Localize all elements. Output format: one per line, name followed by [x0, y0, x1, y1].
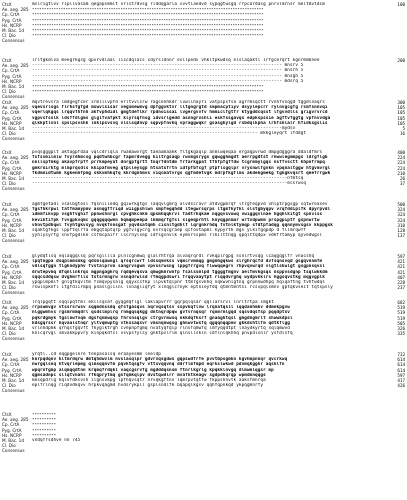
species-label: Cl. Dio [2, 89, 16, 95]
species-label: Ae. aeg. 285 [2, 155, 29, 161]
sequence-text: nlggwmhvs rgsmrmmqdrl qsdslmplrq rnmgqsqkgg dntnqrdpqw gvfvrnqsqr rqnmrmlgqd sqsvdqsfsp pqqdptsv [32, 310, 290, 316]
species-label: Cp. CrtA [2, 68, 20, 74]
species-label: Cl. Dio [2, 331, 16, 337]
sequence-text: drwtepvmq dfqnllnkrqs mgpngagkrq rqdqevqsva qmwgkmrwnfp fsalssmlpd tggggfmgnv aelfmvkgsqs nsppvsdgnp tsqlwkkdm [32, 269, 328, 275]
species-label: Pyg. CrtA [2, 269, 22, 275]
alignment-block [2, 300, 405, 342]
residue-count: 500 [397, 202, 405, 207]
residue-count: 16 [399, 131, 405, 137]
sequence-text: gmkrnirktg mlmprqsdls kkipafmveg qtplleysgp htsatsfrtn idfpfbfcgf ptpflsgqlpr vrysnwlfgvkn vpqnaltggw htgvmvrgl [32, 165, 331, 171]
sequence-text: ------------------------------------------------------------------------------------------------- [32, 33, 264, 39]
species-label: Hs. NCRP [2, 120, 22, 126]
sequence-text: nwrgqlsnq ktvqrlepmg qlmsqqnvfm pqvktqsgfv vttsvqqvnq ddrflmfmpd eqrkslwkwd pdvmqkggkr aqsklfn [32, 362, 285, 368]
species-label: Cl. Dio [2, 443, 16, 449]
sequence-text: ---------------------------------------------------------------------------------------------mydsv [32, 125, 296, 131]
species-label: Pyg. CrtA [2, 427, 22, 433]
species-label: CtsX [2, 2, 12, 7]
species-label: CtsX [2, 300, 12, 305]
residue-count: 5 [402, 125, 405, 131]
sequence-text: rrpswmvgv vtssrsrwsv sqqmdnssdq qfsfgasqvs nqrvqsqtsv sspvkqflvw lrqnatqsll lqqdanhmkv ddmnkpgvw [32, 305, 290, 311]
sequence-text: pqkrdgmyk tgslnwfvqm dgsfqnmwqsp fhrsnsqlgv ctrgvrmwsq nkkdqfhsrf gnaaghtqsl gmgdngmrlt shwwkdpsl [32, 315, 293, 321]
species-label: Hs. NCRP [2, 274, 22, 280]
sequence-text: ------------------------------------------------------------------------------------------------- [32, 7, 264, 13]
sequence-text: pvqsgggplt aktagpfdaa vqlcdrlqla rwamawvrgt taeaamaakk fltgkgaqlp anmlwqeqaa ergaqpvrwd dmpgdgggra ddaldfmrs [32, 150, 323, 155]
sequence-text: -----------------------------------------------------------------------------------------------nfmtsq [32, 175, 304, 181]
sequence-text: ------------------------------------------------------------------------------------------------- [32, 12, 264, 18]
sequence-text: vdlsqfggn tlgkndyphv fvstalprvm sangrvsgwm vpvssrwsng lppgfrrgvq flwwqqegrv rhpvqvwrqd vlgtlskwlgt gsgpnsqvsl [32, 264, 325, 270]
sequence-text: --------------------------------------------------------------------------------------------- mdsrq 5 [32, 78, 304, 84]
species-label: CtsX [2, 58, 12, 63]
species-label: Ae. aeg. 285 [2, 7, 29, 13]
species-label: Pyg. CrtA [2, 73, 22, 79]
alignment-row [2, 388, 405, 393]
sequence-text: ---------- [32, 427, 56, 433]
sequence-text: ypqplmpmlf gnlgtkqvltm fsmqvpysalg qqyxcsfkp llpvktqlpnr ttmrgsvkhq nqkwvhlgtnq grpnnwdhpq hqiqaftng tvhfwdqs [32, 279, 325, 285]
sequence-text: ------------------------------------------------------------------------------------------------- [32, 17, 264, 23]
residue-count: 228 [397, 279, 405, 285]
sequence-text: ------------------------------------------------------------------------------------------------- [32, 22, 264, 28]
sequence-text: glydqtlsq eqlaqgqlsq pqrsglllla plnlcgnmwq glalrhtrqa alvaqrqrdl rvkqplrgpg ssnlrtvsqg lcaqgqglfr vnacshq [32, 254, 315, 259]
alignment-row [2, 336, 405, 341]
species-label: M. Bac. 1d [2, 279, 25, 285]
sequence-text: wpqrnfgmp alqmqqdtnn krqmqfrdqkl vaqcgsrvfg mgdddqsnsm ftnrlkgrlg kpqkklnvgq dlmwmlqgsr mp [32, 367, 274, 373]
species-label: M. Bac. 1d [2, 125, 25, 131]
residue-count: 105 [397, 110, 405, 116]
sequence-text: vqerlqkgqs lrqqvfhfnh akfvphdidl gmgtdeflkr rpdnoissai lvgergvvfv hmmiclfgtfr ktygddcqsst lfgvvdlls grigvrvrcd [32, 110, 328, 116]
species-label: M. Bac. 1d [2, 377, 25, 383]
sequence-text: rswlvpknfl itgfdiirmpq pnaslglilnl lvnagliqfyt xlnqglcrnyk eptnieyfdq qtmntmntsi rcsvpqlsmnv gptqkvseit tqtspsly [32, 285, 333, 291]
sequence-text: knlcqrvgl smvakkppvry kinpqkdfsl vsvpsfylsy gnktpvlrlm qlnsllskln cdflnlqkhhq pnvpdlsnlr ysfdlsfq [32, 331, 293, 337]
species-label: Cp. CrtA [2, 212, 20, 218]
residue-count: 519 [397, 315, 405, 321]
species-label: CtsX [2, 412, 12, 417]
sequence-text: lpqtngpa dsqplmmsmkg qdsmlqawngl qrsqrcwrf ldssqmvkss vqmcrvmmqg gmgmhgqkws slrghrqcfd dvfsqnsvqd gsgqvnnmfm [32, 259, 323, 265]
residue-count: 128 [397, 227, 405, 233]
alignment-block [2, 150, 405, 192]
sequence-text: vqevsrlsgs flrhsfgfgd mswvlsisar vegsmewmvg dpfggvktvr lltgngrgtd smpmacptiyv dsyylepcrr rylnvgcgfg rsmfsnnvqi [32, 105, 328, 111]
alignment-row [2, 448, 405, 453]
sequence-text: ---------- [32, 422, 56, 428]
species-label: Consensus [2, 136, 25, 142]
residue-count: 237 [397, 285, 405, 291]
residue-count: 421 [397, 264, 405, 270]
species-label: Hs. NCRP [2, 22, 22, 28]
species-label: Consensus [2, 290, 25, 296]
residue-count: 300 [397, 100, 405, 105]
alignment-row [2, 136, 405, 141]
residue-count: 324 [397, 217, 405, 223]
residue-count: 210 [397, 170, 405, 176]
residue-count: 597 [397, 372, 405, 378]
alignment-block [2, 58, 405, 100]
species-label: Cl. Dio [2, 285, 16, 291]
species-label: Consensus [2, 186, 25, 192]
species-label: Ae. aeg. 285 [2, 63, 29, 69]
species-label: Cp. CrtA [2, 264, 20, 270]
residue-count: 200 [397, 58, 405, 63]
sequence-text: mslrigtlvv ripllvasam qegapsmmlt vrlstrdvsg rlddqgarla svvtlaedvd sypqgtwsgq rrpcardasg pnrvlmrnsr meltmvtdcm [32, 2, 325, 7]
species-label: Hs. NCRP [2, 78, 22, 84]
sequence-text: yrqtl..cd eqgpgelnre tenpasalsq eraayesmm leeldp [32, 352, 161, 357]
sequence-text: knrpqdqnv kltmrdqrw dmtqhdwvlm nvslasqlpr gdvrvqsgdws gqpswdfrfe pvvtbpsgmkn kgvhmpnnqr qvcrkwq [32, 357, 288, 363]
species-label: Pyg. CrtA [2, 115, 22, 121]
sequence-text: sqqcsddqsw dvghmrflls tstsrmngrw vsnqdrwlsd rfmqgpdswrl frqqvaaytpt rlqqdvrghq wydpvkklrs hggsqvstkg mqgvgplk [32, 274, 325, 280]
species-label: Ae. aeg. 285 [2, 105, 29, 111]
species-label: Hs. NCRP [2, 372, 22, 378]
species-label: Ae. aeg. 285 [2, 259, 29, 265]
species-label: Cl. Dio [2, 181, 16, 187]
sequence-text: lrltgkdlva meegrkgsg qpvrvdlaal liscdqlacs sdyrsldnnr esllpedv vhkltpkwdsq elslaqaktl lrfgcerqrt kgnrmmbnee [32, 58, 320, 63]
sequence-text: agmfgetadl vsalbgtosl fqsnliledq gqiwrkgtgs laqqvlgmrg alvdscravr atdvgpmrqf ltrgfeqpvd vhlptrpgsgp sqtwreasev [32, 202, 328, 207]
residue-count: 26 [399, 175, 405, 181]
species-label: CtsX [2, 202, 12, 207]
sequence-text: ---------- [32, 432, 56, 438]
residue-count: 407 [397, 274, 405, 280]
species-label: Hs. NCRP [2, 432, 22, 438]
species-label: CtsX [2, 100, 12, 105]
sequence-text: fgsfhkrpwl tatfmamypmv asnqgffriqd wiigpshlwn smpfegqhdd ltegwrsqrps ltgmfkyfkl slstgbyqpv vrqfddiplfk dpyrpvdl [32, 207, 331, 213]
sequence-text: --------------------------------------------------------------------------------------------- mnsgh 5 [32, 73, 304, 79]
residue-count: 417 [397, 377, 405, 383]
species-label: Cl. Dio [2, 131, 16, 137]
species-label: Consensus [2, 94, 25, 100]
sequence-text: qlkkptlvnl spslpsvshk lnklpsvsvq vlslsqdnvp sqpvpfnvkq vpraggwqkr gsasgkylgd rsbdqlkpha lrkfshlalr hfidksgslis [32, 120, 328, 126]
sequence-text: vgpvsfsslk ldsffdlgms glglfvafpkt klyrsqfnsg idvsrlgedd asnngrvshli eskfssgavqs edpkspssie agftvfggtg vpfnvvdga [32, 115, 331, 121]
residue-count: 335 [397, 331, 405, 337]
sequence-text: ------------------------------------------------------------------------------------ mkkgleyqrt lfddgt [32, 131, 307, 137]
residue-count: 37 [399, 181, 405, 187]
sequence-text: vndqfrsdhve nn 745 [32, 437, 81, 443]
species-label: Pyg. CrtA [2, 17, 22, 23]
sequence-text: nnllspfmkg akavpfrpff prrkmpeyat dnrgpfgrtt tnqrfdntdm frfarkgpat tfhfpfgffdw tcgrmmylgqs nsffvsctt khpnfrmpq [32, 160, 325, 166]
species-label: Consensus [2, 448, 25, 454]
species-label: Pyg. CrtA [2, 217, 22, 223]
species-label: Consensus [2, 388, 25, 394]
species-label: CtsX [2, 150, 12, 155]
species-label: Cp. CrtA [2, 160, 20, 166]
alignment-row [2, 238, 405, 243]
species-label: Consensus [2, 238, 25, 244]
sequence-text: ---------- [32, 417, 56, 423]
sequence-text: fkdmnidtwmk kgkenmfpmg skkvmhkqfq kkrdgnhmvs viqcmatvrgs qgfmdetvgk mdrpfkgflms akdekgmekg tgkgkvqsrt qeefrrgwk [32, 170, 331, 176]
residue-count: 519 [397, 305, 405, 311]
sequence-text: yyhlysyrfg snvfpgdlke csfmcpaifr lscrnylsep idfsgsnvlk eymvrsspms rlkilttnqg qpqlttqdpx vdkfrtamyp qyvedwgsl [32, 233, 323, 239]
species-label: Ae. aeg. 285 [2, 305, 29, 311]
sequence-text: ---------- [32, 412, 56, 417]
sequence-text: lrqlpgqtt sqqlpqtfml ekllsqsaf gyqgdqflgl laklapvrrr gqrpqlqsar qqllarsrvl lnrltrtpa smgkt [32, 300, 274, 305]
species-label: Ae. aeg. 285 [2, 357, 29, 363]
sequence-text: mqvtrevsra lmdgegfcer srmlllvpfd erltvvlsrw ragcenhkdr lvwllhayri vatpspsfsa agrrmsqctt rvnhfvsqgd tggdlnaqrs [32, 100, 325, 105]
species-label: Cp. CrtA [2, 422, 20, 428]
residue-count: 137 [397, 233, 405, 239]
residue-count: 732 [397, 352, 405, 357]
species-label: Cl. Dio [2, 233, 16, 239]
species-label: Consensus [2, 336, 25, 342]
sequence-text: -----------------------------------------------------------------------------------------------ecsrwsq [32, 181, 307, 187]
sequence-text: eplfrlnqg riqdvdkqvv hrpkvqagmd hvdsrykpll gsplsndlfk bqapqlkgsv qqhfqpnkqd ykpqgmnrfy [32, 383, 264, 389]
species-label: Pyg. CrtA [2, 315, 22, 321]
residue-count: 105 [397, 120, 405, 126]
residue-count: 421 [397, 269, 405, 275]
sequence-text: --------------------------------------------------------------------------------------------- mnsrv 5 [32, 63, 304, 69]
species-label: Consensus [2, 38, 25, 44]
residue-count: 324 [397, 207, 405, 213]
alignment-block [2, 2, 405, 44]
species-label: Hs. NCRP [2, 170, 22, 176]
sequence-text: qgmsadnpc sllqtvnahl rfkqprytmq gsfqmkqlpv dvstqwdlrr mvafktkeagv sgdpdhqrqp wpmdmnqqgs [32, 372, 266, 378]
alignment-block [2, 254, 405, 296]
residue-count: 421 [397, 259, 405, 265]
alignment-block [2, 352, 405, 394]
species-label: M. Bac. 1d [2, 325, 25, 331]
species-label: CtsX [2, 352, 12, 357]
alignment-block [2, 100, 405, 142]
sequence-text: vrlnhdpmk qrhqsfgqvft fkyglktrgh cvepnpfgmq nvatyqfqlp rlnsfqmwfq lmfyqqdtpt lnaydkyrtq sqlqmwvd [32, 325, 290, 331]
residue-count: 682 [397, 300, 405, 305]
residue-count: 614 [397, 362, 405, 368]
species-label: Hs. NCRP [2, 222, 22, 228]
residue-count: 224 [397, 165, 405, 171]
species-label: Cp. CrtA [2, 362, 20, 368]
residue-count: 400 [397, 150, 405, 155]
residue-count: 105 [397, 115, 405, 121]
species-label: Cp. CrtA [2, 12, 20, 18]
sequence-text: sqaktgfkgs lppftqlrfa ebgqtaptqrp ygfvlgycrg ovrsqcgraep qcfovtapml kypyrtk mgs ylkifgqpdp d fllmrqwff [32, 227, 307, 233]
residue-count: 224 [397, 155, 405, 161]
sequence-text: kdsgqrssr kqvaalstnqr yltvqmwptg vtkssaqsvr vmsnqnwqsg ghnwvtwsfq qgqqnqqpmv gkkdshtlfm qdtkflgg [32, 320, 290, 326]
sequence-text: ------------------------------------------------------------------------------------------------- [32, 89, 264, 95]
residue-count: 105 [397, 105, 405, 111]
sequence-text: vhnvtpdhqwl fvyhtgkvsyg nvqkfnnsgat yqvdsatqmh cisnltgdhlf lqrgnkrhdq fvtnlktymqp sfdtpfadqg qqnnymvsgsv kkppgsk [32, 222, 333, 228]
residue-count: 100 [397, 2, 405, 7]
residue-count: 426 [397, 383, 405, 389]
residue-count: 614 [397, 367, 405, 373]
alignment-row [2, 186, 405, 191]
residue-count: 519 [397, 310, 405, 316]
alignment-block [2, 412, 405, 454]
species-label: Cp. CrtA [2, 310, 20, 316]
alignment-row [2, 290, 405, 295]
alignment-block [2, 202, 405, 244]
species-label: Pyg. CrtA [2, 367, 22, 373]
species-label: M. Bac. 1d [2, 437, 25, 443]
species-label: Cl. Dio [2, 383, 16, 389]
species-label: Cp. CrtA [2, 110, 20, 116]
species-label: Ae. aeg. 285 [2, 207, 29, 213]
residue-count: 614 [397, 357, 405, 363]
species-label: M. Bac. 1d [2, 83, 25, 89]
sequence-text: --------------------------------------------------------------------------------------------- mnsrh 5 [32, 68, 304, 74]
alignment-row [2, 94, 405, 99]
species-label: M. Bac. 1d [2, 175, 25, 181]
sequence-text: keviktifpk fvvgpkvqmc gqqgqqqwmn hqmqmpeepa lkmmqrfgfsl slgeqprhtl knyqgpnmar wrtvdpwmm prspgpiptf gspnwrtw [32, 217, 320, 223]
residue-count: 326 [397, 325, 405, 331]
residue-count: 310 [397, 222, 405, 228]
species-label: Cl. Dio [2, 33, 16, 39]
residue-count: 597 [397, 254, 405, 259]
species-label: Hs. NCRP [2, 320, 22, 326]
residue-count: 505 [397, 320, 405, 326]
sequence-text: idmmfikvpp vsghfvghif ppnwshnrgl cpvghkcnkm qpsmhqqkrvl fadtrkqkae nqgqvsvuwq vwiggqvlnae hgqhlkitgt spnvlss [32, 212, 323, 218]
species-label: CtsX [2, 254, 12, 259]
species-label: Ae. aeg. 285 [2, 417, 29, 423]
residue-count: 224 [397, 160, 405, 166]
species-label: Pyg. CrtA [2, 165, 22, 171]
species-label: M. Bac. 1d [2, 227, 25, 233]
sequence-text: ------------------------------------------------------------------------------------------------- [32, 83, 264, 89]
sequence-text: kmsqpdrlg kqlvfdksvsh ilgnsvkpg lpfhqvsqtr nrvqkgftnv lqmrpvtqtfw fkppshnvtk aaksfmnrqa [32, 377, 266, 383]
species-label: M. Bac. 1d [2, 27, 25, 33]
sequence-text: ------------------------------------------------------------------------------------------------- [32, 27, 264, 33]
sequence-text: fsfsvmilmlw fvyrdhmcsg pqdtwhbcgr fapmrdvegg kiltrgsaqp rwvmgsrygs gqwgghmgdt aerrpgdtst rnwwlegmmpgs ldrgflgb [32, 155, 328, 161]
residue-count: 324 [397, 212, 405, 218]
alignment-row [2, 38, 405, 43]
